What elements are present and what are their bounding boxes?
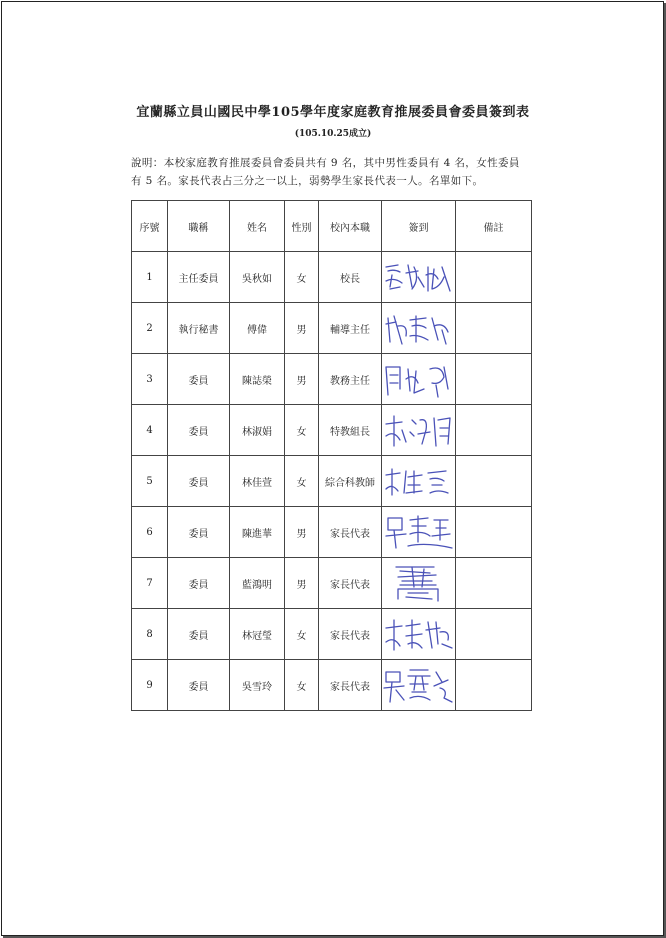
header-no: 序號 xyxy=(132,201,168,252)
table-row xyxy=(132,303,532,354)
row-school-role: 校長 xyxy=(319,252,382,303)
document-title: 宜蘭縣立員山國民中學105學年度家庭教育推展委員會委員簽到表 xyxy=(136,105,530,120)
row-no: 2 xyxy=(132,303,168,354)
row-position: 委員 xyxy=(168,660,230,711)
document-subtitle: (105.10.25成立) xyxy=(294,129,372,139)
header-gender: 性別 xyxy=(285,201,319,252)
row-position: 委員 xyxy=(168,354,230,405)
signature-cell xyxy=(382,660,456,711)
row-school-role: 教務主任 xyxy=(319,354,382,405)
row-gender: 女 xyxy=(285,609,319,660)
row-no: 7 xyxy=(132,558,168,609)
table-row xyxy=(132,609,532,660)
row-no: 9 xyxy=(132,660,168,711)
signature-cell xyxy=(382,558,456,609)
row-position: 執行秘書 xyxy=(168,303,230,354)
row-remark xyxy=(456,660,532,711)
row-name: 吳秋如 xyxy=(230,252,285,303)
signature-cell xyxy=(382,405,456,456)
row-remark xyxy=(456,456,532,507)
row-gender: 男 xyxy=(285,507,319,558)
signature-cell xyxy=(382,609,456,660)
handwritten-signature xyxy=(382,563,456,603)
row-name: 陳進華 xyxy=(230,507,285,558)
row-gender: 女 xyxy=(285,660,319,711)
row-remark xyxy=(456,405,532,456)
handwritten-signature xyxy=(382,461,456,501)
table-row xyxy=(132,507,532,558)
row-gender: 女 xyxy=(285,456,319,507)
row-remark xyxy=(456,354,532,405)
row-no: 1 xyxy=(132,252,168,303)
table-row xyxy=(132,354,532,405)
row-school-role: 輔導主任 xyxy=(319,303,382,354)
signature-cell xyxy=(382,303,456,354)
row-remark xyxy=(456,252,532,303)
row-gender: 女 xyxy=(285,405,319,456)
handwritten-signature xyxy=(382,308,456,348)
row-name: 藍鴻明 xyxy=(230,558,285,609)
row-no: 8 xyxy=(132,609,168,660)
row-no: 5 xyxy=(132,456,168,507)
note-line-1: 說明：本校家庭教育推展委員會委員共有 9 名，其中男性委員有 4 名，女性委員 xyxy=(131,157,520,169)
row-name: 陳誌榮 xyxy=(230,354,285,405)
row-name: 吳雪玲 xyxy=(230,660,285,711)
description-note xyxy=(131,154,531,190)
signature-cell xyxy=(382,252,456,303)
row-school-role: 家長代表 xyxy=(319,660,382,711)
row-name: 傅偉 xyxy=(230,303,285,354)
row-position: 委員 xyxy=(168,405,230,456)
row-position: 委員 xyxy=(168,507,230,558)
row-school-role: 家長代表 xyxy=(319,507,382,558)
table-row xyxy=(132,456,532,507)
row-school-role: 家長代表 xyxy=(319,609,382,660)
header-remark: 備註 xyxy=(456,201,532,252)
header-position: 職稱 xyxy=(168,201,230,252)
header-school-role: 校內本職 xyxy=(319,201,382,252)
handwritten-signature xyxy=(382,512,456,552)
row-remark xyxy=(456,303,532,354)
row-remark xyxy=(456,507,532,558)
signature-cell xyxy=(382,507,456,558)
row-school-role: 綜合科教師 xyxy=(319,456,382,507)
row-position: 主任委員 xyxy=(168,252,230,303)
header-name: 姓名 xyxy=(230,201,285,252)
row-school-role: 特教組長 xyxy=(319,405,382,456)
attendance-table xyxy=(131,200,532,711)
row-gender: 男 xyxy=(285,303,319,354)
row-name: 林淑娟 xyxy=(230,405,285,456)
row-gender: 女 xyxy=(285,252,319,303)
table-row xyxy=(132,405,532,456)
handwritten-signature xyxy=(382,257,456,297)
handwritten-signature xyxy=(382,410,456,450)
row-gender: 男 xyxy=(285,354,319,405)
table-row xyxy=(132,252,532,303)
row-position: 委員 xyxy=(168,558,230,609)
row-position: 委員 xyxy=(168,456,230,507)
handwritten-signature xyxy=(382,359,456,399)
signature-cell xyxy=(382,456,456,507)
row-no: 4 xyxy=(132,405,168,456)
row-no: 3 xyxy=(132,354,168,405)
row-remark xyxy=(456,558,532,609)
row-name: 林冠瑩 xyxy=(230,609,285,660)
table-header-row xyxy=(132,201,532,252)
row-position: 委員 xyxy=(168,609,230,660)
row-school-role: 家長代表 xyxy=(319,558,382,609)
row-remark xyxy=(456,609,532,660)
note-line-2: 有 5 名。家長代表占三分之一以上，弱勢學生家長代表一人。名單如下。 xyxy=(131,175,484,187)
table-row xyxy=(132,558,532,609)
row-gender: 男 xyxy=(285,558,319,609)
table-row xyxy=(132,660,532,711)
signature-cell xyxy=(382,354,456,405)
handwritten-signature xyxy=(382,664,456,706)
row-name: 林佳萱 xyxy=(230,456,285,507)
row-no: 6 xyxy=(132,507,168,558)
header-signature: 簽到 xyxy=(382,201,456,252)
handwritten-signature xyxy=(382,614,456,654)
